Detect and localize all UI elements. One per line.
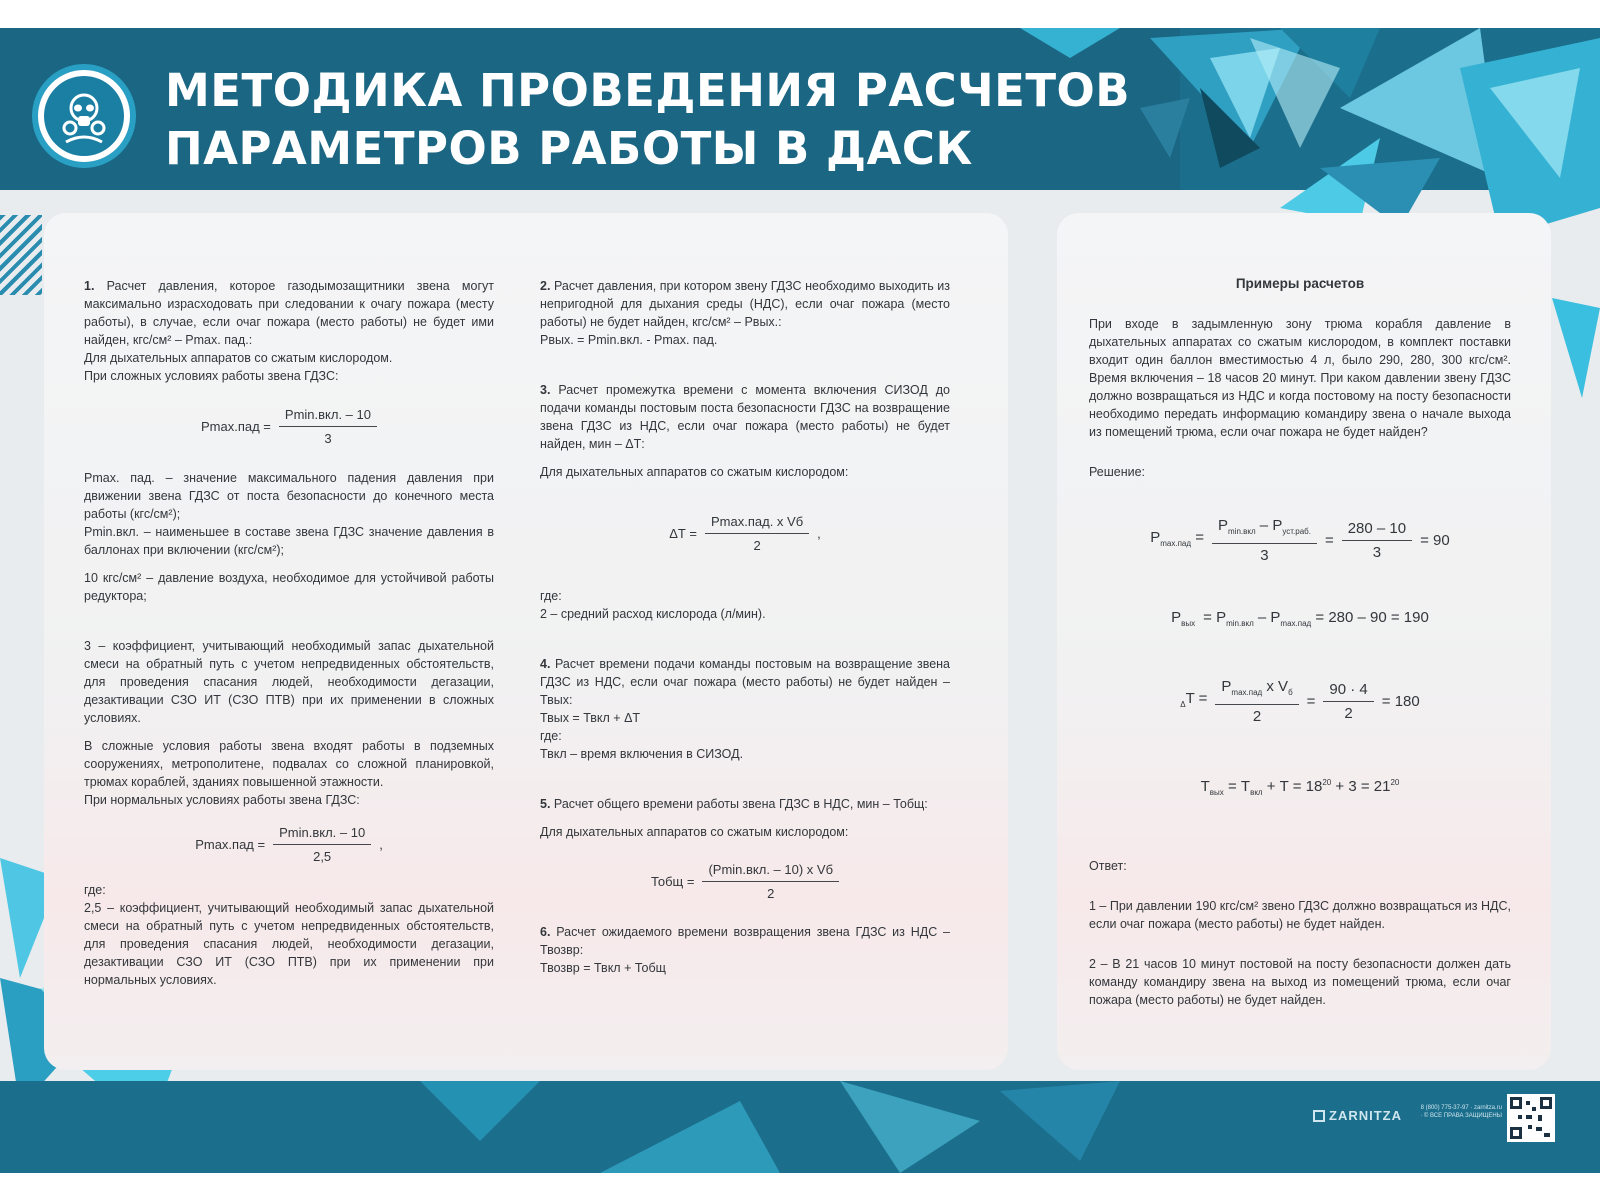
ex1-fraction-numeric [1342, 520, 1412, 562]
definition-10: 10 кгс/см² – давление воздуха, необходимое для устойчивой работы редуктора; [84, 571, 494, 603]
definition-coef-2-5: 2,5 – коэффициент, учитывающий необходимый запас дыхательной смеси на обратный путь с учетом непредвиденных обстоятельств, для проведения спасания людей, необходимости дегазации, дезактивации СЗО ИТ (СЗО ПТВ) при их применении при нормальных условиях. [84, 901, 494, 987]
answer-label: Ответ: [1089, 859, 1127, 873]
column-examples [1089, 275, 1511, 1009]
ex1-equals: = [1324, 532, 1334, 549]
formula-3-lhs: ΔТ = [669, 526, 698, 541]
step-4 [540, 655, 950, 709]
step-4-text: Расчет времени подачи команды постовым на возвращение звена ГДЗС из НДС, если очаг пожара (место работы) не будет найден – Твых: [540, 657, 950, 707]
brand-name: ZARNITZA [1329, 1108, 1402, 1123]
brand-logo [1313, 1108, 1402, 1123]
formula-2-denominator: 2,5 [313, 849, 332, 864]
step-5-number: 5. [540, 797, 551, 811]
formula-delta-t [540, 481, 950, 587]
step-6-text: Расчет ожидаемого времени возвращения звена ГДЗС из НДС – Твозвр: [540, 925, 950, 957]
formula-2-lhs: Pmax.пад = [195, 837, 266, 852]
example-task: При входе в задымленную зону трюма корабля давление в дыхательных аппаратах со сжатым кислородом, в комплект поставки входит один баллон вместимостью 4 л, было 290, 280, 300 кгс/см². Время включения – 18 часов 20 минут. При каком давлении звену ГДЗС должно возвращаться из НДС и когда постовому на посту безопасности необходимо передать информацию командиру звена о начале выхода из помещений трюма, если очаг пожара не будет найден? [1089, 317, 1511, 439]
formula-2-fraction [273, 824, 371, 866]
step-1-text: Расчет давления, которое газодымозащитники звена могут максимально израсходовать при следовании к очагу пожара (месту работы), в случае, если очаг пожара (место работы) не будет ими найден, кгс/см² – Рmax. пад.: [84, 279, 494, 347]
brand-mark-icon [1313, 1110, 1325, 1122]
ex3-numerator-symbolic: $P_{max.пад}$ x $V_б$ [1215, 678, 1298, 705]
where-label: где: [84, 883, 106, 897]
qr-code-icon [1510, 1097, 1552, 1139]
definition-coef-3: 3 – коэффициент, учитывающий необходимый запас дыхательной смеси на обратный путь с учетом непредвиденных обстоятельств, для проведения спасания людей, необходимости дегазации, дезактивации СЗО ИТ (СЗО ПТВ) при их применении в сложных условиях. [84, 639, 494, 725]
step-3-number: 3. [540, 383, 551, 397]
footer-contacts: 8 (800) 775-37-97 · zarnitza.ru · © ВСЕ ПРАВА ЗАЩИЩЕНЫ [1420, 1105, 1502, 1119]
content-panel-methods [44, 213, 1008, 1070]
ex3-lhs: $_\Delta$T = [1180, 690, 1208, 709]
formula-1-numerator: Pmin.вкл. – 10 [279, 406, 377, 427]
example-formula-t-exit [1089, 763, 1511, 813]
column-middle [540, 277, 950, 977]
formula-3-numerator: Pmax.пад. x Vб [705, 513, 809, 534]
step-1 [84, 277, 494, 349]
step-2 [540, 277, 950, 331]
formula-3-tail: , [817, 526, 821, 541]
ex1-numerator-symbolic: $P_{min.вкл} - P_{уст.раб.}$ [1212, 517, 1317, 544]
step-6 [540, 923, 950, 959]
header-band [0, 28, 1600, 190]
formula-pmax-normal [84, 809, 494, 881]
title-line-2: ПАРАМЕТРОВ РАБОТЫ В ДАСК [165, 122, 973, 175]
ex3-denominator-symbolic: 2 [1252, 708, 1262, 725]
qr-code[interactable] [1507, 1094, 1555, 1142]
ex1-numerator-numeric: 280 – 10 [1342, 520, 1412, 541]
ex1-fraction-symbolic [1212, 517, 1317, 565]
definition-hard-conditions: В сложные условия работы звена входят работы в подземных сооружениях, метрополитене, подвалах со сложной планировкой, трюмах кораблей, зданиях повышенной этажности. [84, 739, 494, 789]
step-5-apparatus: Для дыхательных аппаратов со сжатым кислородом: [540, 825, 849, 839]
formula-1-denominator: 3 [324, 431, 332, 446]
step-2-text: Расчет давления, при котором звену ГДЗС необходимо выходить из непригодной для дыхания среды (НДС), если очаг пожара (место работы) не будет найден, кгс/см² – Рвых.: [540, 279, 950, 329]
step-4-where: где: [540, 729, 562, 743]
step-2-formula: Рвых. = Pmin.вкл. - Pmax. пад. [540, 333, 718, 347]
formula-5-lhs: Тобщ = [650, 874, 695, 889]
ex1-result: = 90 [1420, 532, 1450, 549]
title-line-1: МЕТОДИКА ПРОВЕДЕНИЯ РАСЧЕТОВ [165, 64, 1131, 117]
definition-pmax: Pmax. пад. – значение максимального падения давления при движении звена ГДЗС от поста безопасности до конечного места работы (кгс/см²); [84, 471, 494, 521]
example-formula-delta-t [1089, 641, 1511, 763]
solution-label: Решение: [1089, 465, 1146, 479]
step-1-number: 1. [84, 279, 95, 293]
ex2-lhs: $P_{вых}$ [1171, 609, 1196, 628]
step-4-number: 4. [540, 657, 551, 671]
ex1-denominator-symbolic: 3 [1260, 547, 1269, 564]
decor-triangles-bottom-mid [420, 1081, 1120, 1173]
step-3-text: Расчет промежутка времени с момента включения СИЗОД до подачи команды постовым поста безопасности ГДЗС на возвращение звена ГДЗС из НДС, если очаг пожара (место работы) не будет найден, мин – ΔТ: [540, 383, 950, 451]
ex2-rhs: = $P_{min.вкл} - P_{max.пад} = 280 - 90 = 190$ [1203, 609, 1429, 628]
formula-pmax-hard [84, 385, 494, 469]
decor-stripes [0, 215, 42, 295]
ex4-expression: $T_{вых} = T_{вкл} + T = 18^{20} + 3 = 21^{20}$ [1200, 778, 1400, 797]
formula-2-tail: , [379, 837, 383, 852]
definition-pmin: Pmin.вкл. – наименьшее в составе звена ГДЗС значение давления в баллонах при включении (кгс/см²); [84, 525, 494, 557]
formula-1-lhs: Pmax.пад = [201, 419, 271, 434]
logo-badge [32, 64, 136, 168]
step-3-definition: 2 – средний расход кислорода (л/мин). [540, 607, 766, 621]
step-3-where: где: [540, 589, 562, 603]
normal-conditions-label: При нормальных условиях работы звена ГДЗС: [84, 793, 360, 807]
gas-mask-icon [44, 76, 124, 156]
ex1-lhs: $P_{max.пад}$ = [1150, 529, 1204, 548]
formula-3-fraction [705, 513, 809, 555]
step-2-number: 2. [540, 279, 551, 293]
ex3-equals: = [1306, 693, 1316, 710]
formula-3-denominator: 2 [753, 538, 761, 553]
page-title [165, 62, 1165, 178]
ex3-result: = 180 [1381, 693, 1420, 710]
answer-1: 1 – При давлении 190 кгс/см² звено ГДЗС должно возвращаться из НДС, если очаг пожара (место работы) не будет найден. [1089, 899, 1511, 931]
ex1-denominator-numeric: 3 [1372, 544, 1382, 561]
decor-triangle-right [1552, 298, 1600, 418]
formula-5-denominator: 2 [767, 886, 775, 901]
ex3-numerator-numeric: 90 · 4 [1323, 681, 1373, 702]
step-1-note-apparatus: Для дыхательных аппаратов со сжатым кислородом. [84, 351, 393, 365]
formula-5-numerator: (Pmin.вкл. – 10) x Vб [702, 861, 839, 882]
ex3-fraction-symbolic [1215, 678, 1298, 726]
examples-title: Примеры расчетов [1235, 276, 1365, 291]
formula-2-numerator: Pmin.вкл. – 10 [273, 824, 371, 845]
formula-1-fraction [279, 406, 377, 448]
step-4-formula: Твых = Твкл + ΔТ [540, 711, 641, 725]
step-6-number: 6. [540, 925, 551, 939]
formula-t-total [540, 841, 950, 923]
step-3 [540, 381, 950, 453]
content-panel-examples [1057, 213, 1551, 1070]
column-left [84, 277, 494, 989]
ex3-fraction-numeric [1323, 681, 1373, 723]
step-4-definition: Твкл – время включения в СИЗОД. [540, 747, 744, 761]
example-formula-pexit [1089, 601, 1511, 641]
ex3-denominator-numeric: 2 [1344, 705, 1353, 722]
step-5 [540, 795, 950, 813]
example-formula-pmax [1089, 481, 1511, 601]
answer-2: 2 – В 21 часов 10 минут постовой на посту безопасности должен дать команду командиру звена на выход из помещений трюма, если очаг пожара (место работы) не будет найден. [1089, 957, 1511, 1007]
step-6-formula: Твозвр = Твкл + Тобщ [540, 961, 666, 975]
poster [0, 28, 1600, 1173]
step-3-apparatus: Для дыхательных аппаратов со сжатым кислородом: [540, 465, 849, 479]
formula-5-fraction [702, 861, 839, 903]
step-1-note-conditions: При сложных условиях работы звена ГДЗС: [84, 369, 339, 383]
step-5-text: Расчет общего времени работы звена ГДЗС в НДС, мин – Тобщ: [550, 797, 928, 811]
